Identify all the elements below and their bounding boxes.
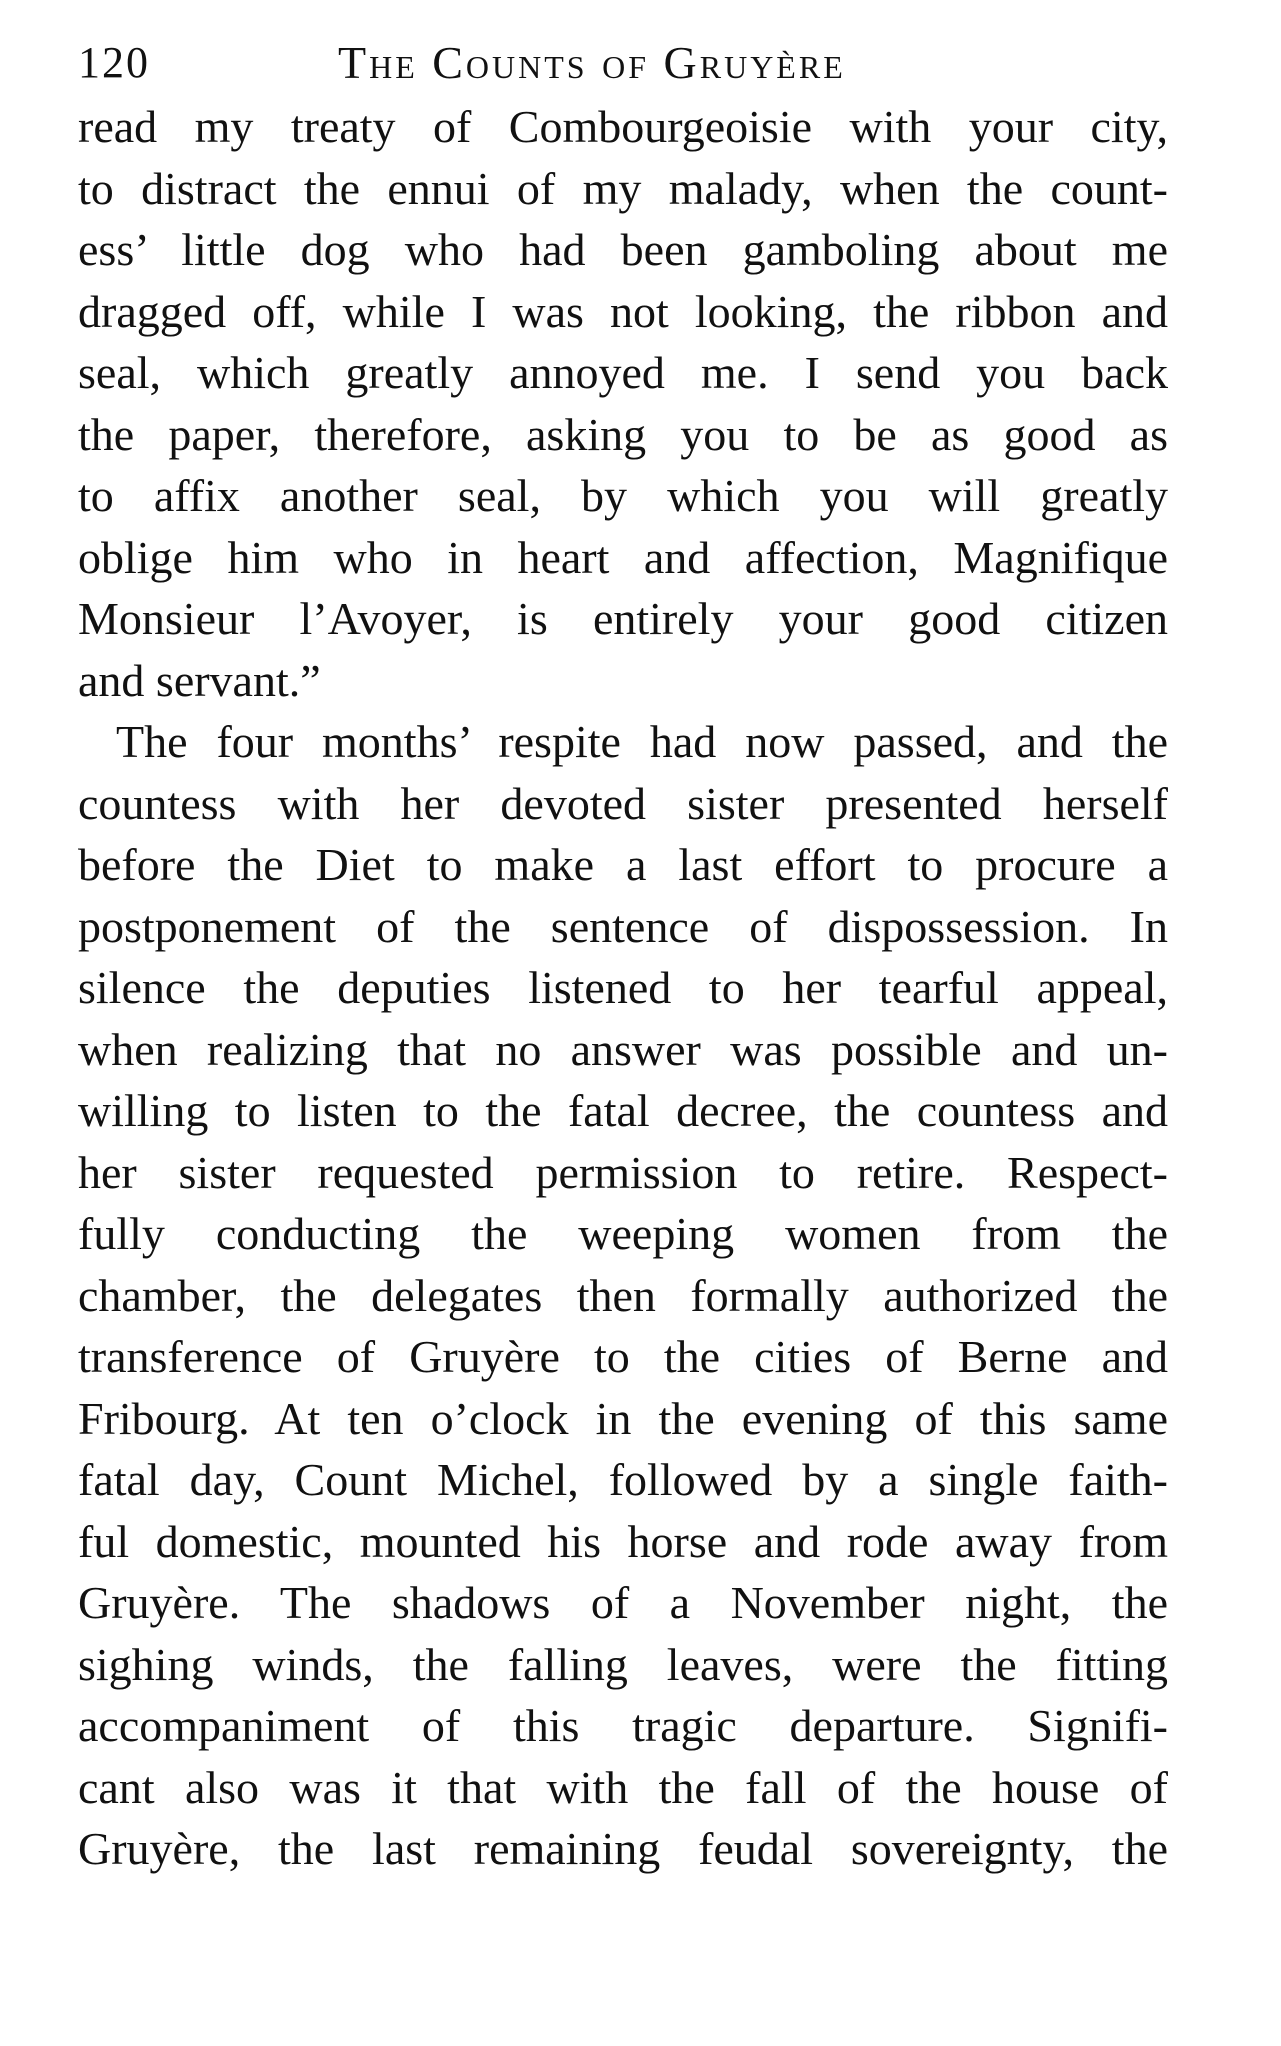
text-line: seal, which greatly annoyed me. I send you back	[78, 347, 1168, 398]
text-line: ess’ little dog who had been gamboling about me	[78, 224, 1168, 275]
text-line: Gruyère, the last remaining feudal sovereignty, the	[78, 1823, 1168, 1874]
running-title: The Counts of Gruyère	[338, 37, 846, 88]
running-head	[78, 28, 1178, 98]
text-line: fatal day, Count Michel, followed by a single faith-	[78, 1454, 1168, 1505]
paragraph-start-line: The four months’ respite had now passed, and the	[116, 716, 1168, 767]
page-number: 120	[78, 38, 150, 87]
text-line: chamber, the delegates then formally authorized the	[78, 1269, 1168, 1321]
text-line: before the Diet to make a last effort to procure a	[78, 839, 1168, 890]
text-line: fully conducting the weeping women from the	[78, 1208, 1168, 1259]
text-line: oblige him who in heart and affection, Magnifique	[78, 531, 1168, 583]
body-text	[78, 96, 1168, 1880]
text-line: her sister requested permission to retire. Respect-	[78, 1146, 1168, 1198]
text-line: silence the deputies listened to her tearful appeal,	[78, 962, 1168, 1013]
text-line: cant also was it that with the fall of the house of	[78, 1761, 1168, 1813]
text-line: dragged off, while I was not looking, the ribbon and	[78, 285, 1168, 337]
text-line: when realizing that no answer was possible and un-	[78, 1023, 1168, 1075]
text-line: Fribourg. At ten o’clock in the evening of this same	[78, 1392, 1168, 1444]
paragraph-end-line: and servant.”	[78, 654, 321, 706]
text-line: willing to listen to the fatal decree, the countess and	[78, 1085, 1168, 1136]
text-line: ful domestic, mounted his horse and rode away from	[78, 1515, 1168, 1567]
text-line: read my treaty of Combourgeoisie with your city,	[78, 101, 1168, 152]
text-line: to distract the ennui of my malady, when the count-	[78, 162, 1168, 214]
text-line: to affix another seal, by which you will greatly	[78, 470, 1168, 521]
text-line: Gruyère. The shadows of a November night, the	[78, 1577, 1168, 1628]
text-line: the paper, therefore, asking you to be as good as	[78, 408, 1168, 460]
text-line: transference of Gruyère to the cities of Berne and	[78, 1331, 1168, 1382]
text-line: accompaniment of this tragic departure. Signifi-	[78, 1700, 1168, 1751]
text-line: sighing winds, the falling leaves, were the fitting	[78, 1638, 1168, 1690]
text-line: postponement of the sentence of dispossession. In	[78, 900, 1168, 952]
text-line: Monsieur l’Avoyer, is entirely your good citizen	[78, 593, 1168, 644]
text-line: countess with her devoted sister presented herself	[78, 777, 1168, 829]
